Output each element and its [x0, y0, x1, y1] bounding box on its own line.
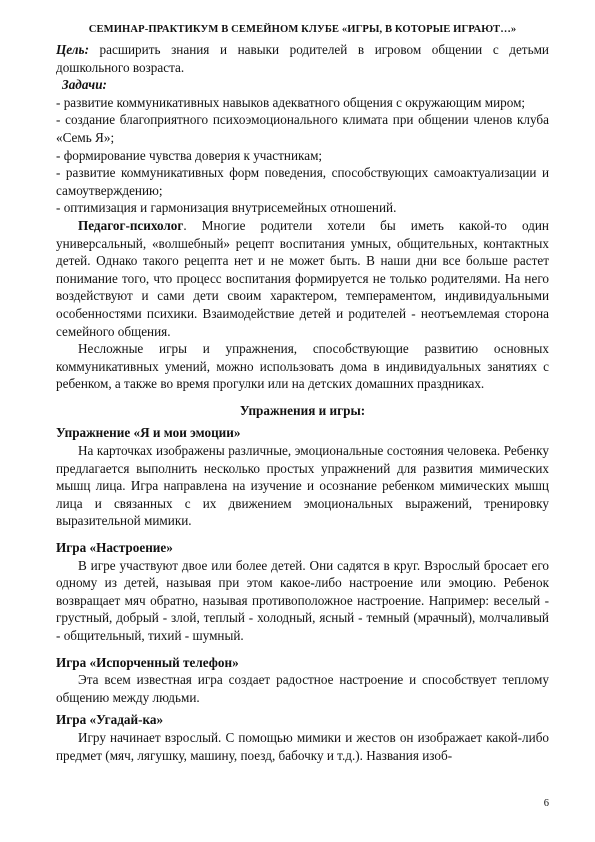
goal-paragraph [56, 41, 549, 76]
task-item: - создание благоприятного психоэмоционального климата при общении членов клуба «Семь Я»; [56, 112, 549, 145]
intro-paragraph-2: Несложные игры и упражнения, способствующие развитию основных коммуникативных умений, можно использовать дома в индивидуальных занятиях с ребенком, а также во время прогулки или на детских домашних праздниках. [56, 341, 549, 392]
game-text: Эта всем известная игра создает радостное настроение и способствует теплому общению между людьми. [56, 672, 549, 705]
game-title: Игра «Угадай-ка» [56, 712, 164, 728]
goal-text: расширить знания и навыки родителей в игровом общении с детьми дошкольного возраста. [56, 42, 549, 75]
tasks-label-line [62, 76, 549, 94]
game-title: Игра «Испорченный телефон» [56, 654, 239, 670]
game-text: Игру начинает взрослый. С помощью мимики и жестов он изображает какой-либо предмет (мяч, лягушку, машину, поезд, бабочку и т.д.). Названия изоб- [56, 729, 549, 763]
tasks-label: Задачи: [62, 77, 107, 93]
game-text: В игре участвуют двое или более детей. Они садятся в круг. Взрослый бросает его одному из детей, называя при этом какое-либо настроение или эмоцию. Ребенок возвращает мяч обратно, называя противоположное настроение. Например: веселый - грустный, добрый - злой, теплый - холодный, ясный - темный (мрачный), молчаливый - общительный, тихий - шумный. [56, 557, 549, 643]
task-item: - оптимизация и гармонизация внутрисемейных отношений. [56, 200, 397, 216]
goal-label: Цель: [56, 42, 89, 57]
page-title: СЕМИНАР-ПРАКТИКУМ В СЕМЕЙНОМ КЛУБЕ «ИГРЫ, В КОТОРЫЕ ИГРАЮТ…» [88, 24, 517, 35]
game-title: Игра «Настроение» [56, 540, 173, 556]
intro-paragraph [56, 217, 549, 340]
task-item: - формирование чувства доверия к участникам; [56, 147, 323, 163]
game-title: Упражнение «Я и мои эмоции» [56, 425, 241, 441]
intro-text: . Многие родители хотели бы иметь какой-то один универсальный, «волшебный» рецепт воспитания умных, общительных, контактных детей. Однако такого рецепта нет и не может быть. В наши дни все больше растет понимание того, что процесс воспитания формируется не только родителями. На него воздействуют и сами дети своим характером, темпераментом, индивидуальными особенностями психики. Взаимодействие детей и родителей - неотъемлемая сторона семейного общения. [56, 217, 549, 339]
page-number: 6 [543, 798, 549, 809]
section-heading: Упражнения и игры: [239, 402, 366, 418]
task-item: - развитие коммуникативных форм поведения, способствующих самоактуализации и самоутверждению; [56, 165, 549, 198]
task-item: - развитие коммуникативных навыков адекватного общения с окружающим миром; [56, 94, 526, 110]
speaker-label: Педагог-психолог [78, 217, 184, 233]
game-text: На карточках изображены различные, эмоциональные состояния человека. Ребенку предлагается выполнить несколько простых упражнений для развития мимических мышц лица. Игра направлена на изучение и осознание ребенком мимических мышц лица и связанных с их движением эмоциональных выражений, тренировку выразительной мимики. [56, 443, 549, 529]
